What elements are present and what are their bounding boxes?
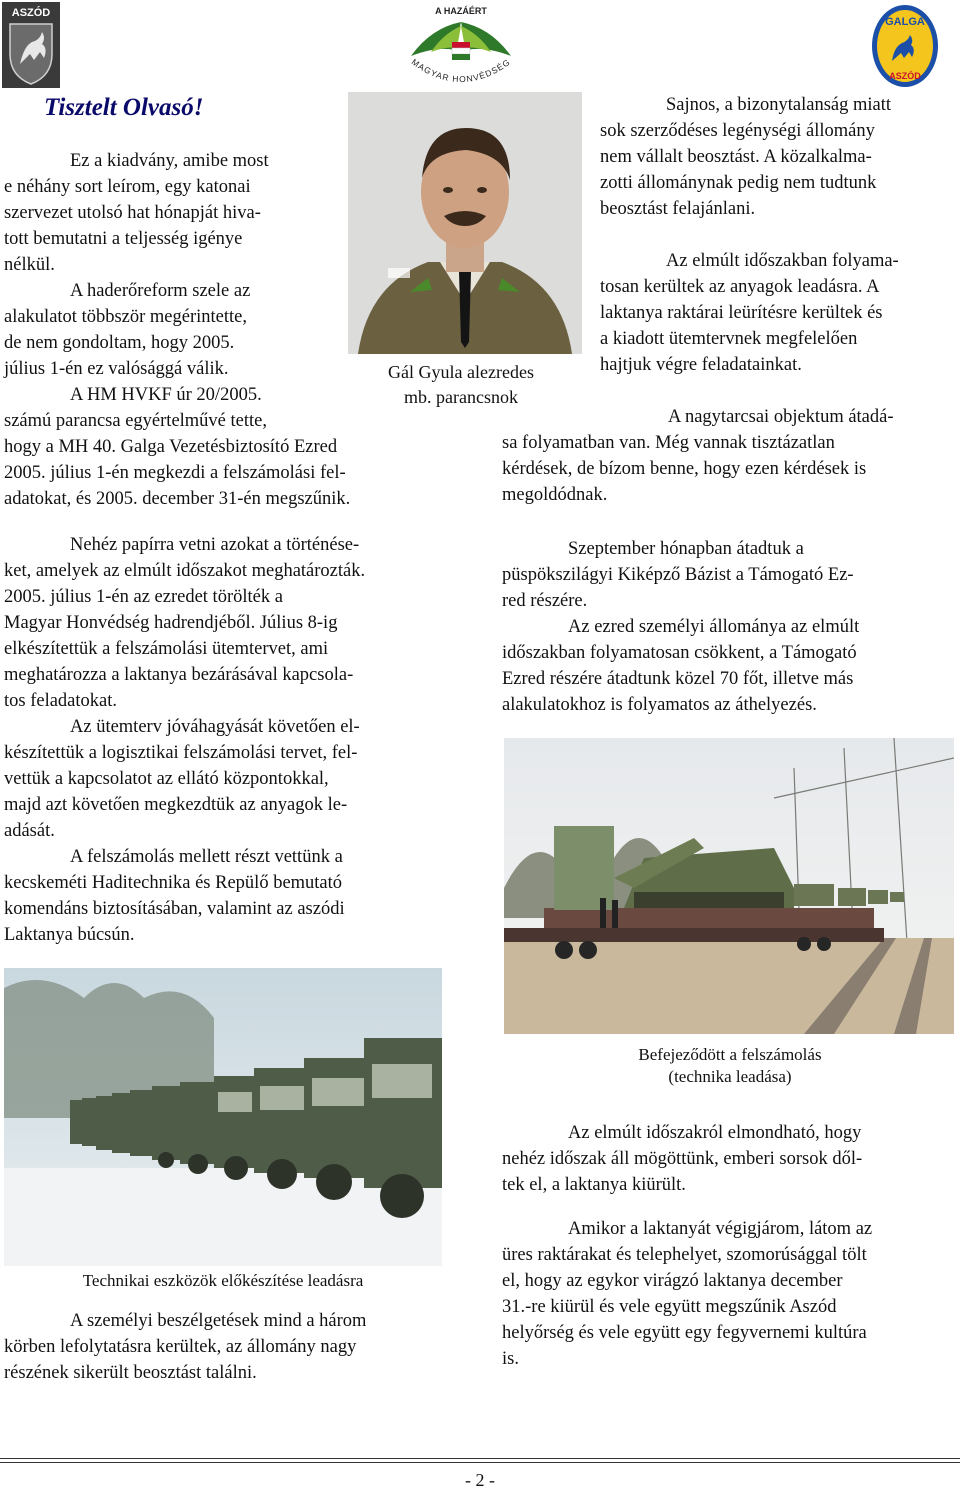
hungarian-defence-forces-emblem bbox=[402, 2, 520, 94]
aszod-logo-text: ASZÓD bbox=[11, 7, 51, 19]
left-paragraph-7: A személyi beszélgetések mind a három körben lefolytatásra kerültek, az állomány nagy részének sikerült beosztást találni. bbox=[4, 1311, 367, 1383]
galga-logo-top-text: GALGA bbox=[885, 16, 925, 28]
right-paragraph-5: Az ezred személyi állománya az elmúlt időszakban folyamatosan csökkent, a Támogató Ezred részére átadtunk közel 70 főt, illetve más alakulatokhoz is folyamatos az áthelyezés. bbox=[502, 617, 860, 715]
right-paragraph-1: Sajnos, a bizonytalanság miatt sok szerződéses legénységi állomány nem vállalt beosztást. A közalkalma- zotti állománynak pedig nem tudtunk beosztást felajánlani. bbox=[600, 95, 892, 219]
footer-rule-bottom bbox=[0, 1462, 960, 1463]
right-paragraph-2: Az elmúlt időszakban folyama- tosan kerültek az anyagok leadásra. A laktanya raktárai leürítésre kerültek és a kiadott ütemtervnek megfelelően hajtjuk végre feladatainkat. bbox=[600, 251, 899, 375]
left-paragraph-3-continued: hogy a MH 40. Galga Vezetésbiztosító Ezred 2005. július 1-én megkezdi a felszámolási fel- adatokat, és 2005. december 31-én megszűnik. bbox=[4, 437, 351, 509]
greeting-title: Tisztelt Olvasó! bbox=[44, 94, 204, 121]
right-paragraph-7: Amikor a laktanyát végigjárom, látom az üres raktárakat és telephelyet, szomorúsággal tölt el, hogy az egykor virágzó laktanya december 31.-re kiürül és vele együtt megszűnik Aszód helyőrség és vele együtt egy fegyvernemi kultúra is. bbox=[502, 1219, 873, 1369]
right-paragraph-6: Az elmúlt időszakról elmondható, hogy nehéz időszak áll mögöttünk, emberi sorsok dől- tek el, a laktanya kiürült. bbox=[502, 1123, 863, 1195]
emblem-bottom-text: MAGYAR HONVÉDSÉG bbox=[409, 56, 513, 85]
left-paragraph-4: Nehéz papírra vetni azokat a történése- ket, amelyek az elmúlt időszakot meghatározták. 2005. július 1-én az ezredet törölték a Magyar Honvédség hadrendjéből. Július 8-ig elkészítettük a felszámolási ütemtervet, ami meghatározza a laktanya bezárásával kapcsola- tos feladatokat. bbox=[4, 535, 366, 711]
left-paragraph-6: A felszámolás mellett részt vettünk a kecskeméti Haditechnika és Repülő bemutató komendáns biztosításában, valamint az aszódi Laktanya búcsún. bbox=[4, 847, 345, 945]
portrait-caption-role: mb. parancsnok bbox=[404, 387, 518, 407]
svg-text:MAGYAR HONVÉDSÉG bbox=[410, 57, 513, 84]
right-paragraph-3: A nagytarcsai objektum átadá- sa folyamatban van. Még vannak tisztázatlan kérdések, de bízom benne, hogy ezen kérdések is megoldódnak. bbox=[502, 407, 894, 505]
left-paragraph-2: A haderőreform szele az alakulatot többször megérintette, de nem gondoltam, hogy 2005. július 1-én ez valósággá válik. bbox=[4, 281, 251, 379]
galga-logo-bottom-text: ASZÓD bbox=[889, 71, 921, 81]
left-paragraph-1: Ez a kiadvány, amibe most e néhány sort leírom, egy katonai szervezet utolsó hat hónapját hiva- tott bemutatni a teljesség igénye nélkül. bbox=[4, 151, 269, 275]
right-paragraph-4: Szeptember hónapban átadtuk a püspökszilágyi Kiképző Bázist a Támogató Ez- red részére. bbox=[502, 539, 854, 611]
tank-on-railcar-photo bbox=[504, 738, 954, 1034]
aszod-coat-of-arms-logo bbox=[2, 2, 60, 88]
left-paragraph-3: A HM HVKF úr 20/2005. számú parancsa egyértelművé tette, bbox=[4, 385, 267, 431]
portrait-caption-rank: Gál Gyula alezredes bbox=[388, 362, 534, 382]
commander-portrait-photo bbox=[348, 92, 582, 354]
emblem-top-text: A HAZÁÉRT bbox=[435, 6, 487, 16]
galga-unit-logo bbox=[870, 3, 940, 89]
trucks-photo-caption: Technikai eszközök előkészítése leadásra bbox=[82, 1271, 364, 1290]
left-paragraph-5: Az ütemterv jóváhagyását követően el- készítettük a logisztikai felszámolási tervet, fel- vettük a kapcsolatot az ellátó központokkal, majd azt követően megkezdtük az anyagok le- adását. bbox=[4, 717, 360, 841]
train-photo-caption: Befejeződött a felszámolás (technika leadása) bbox=[638, 1045, 822, 1086]
page-number: - 2 - bbox=[465, 1470, 495, 1490]
footer-rule-top bbox=[0, 1458, 960, 1459]
military-trucks-photo bbox=[4, 968, 442, 1266]
